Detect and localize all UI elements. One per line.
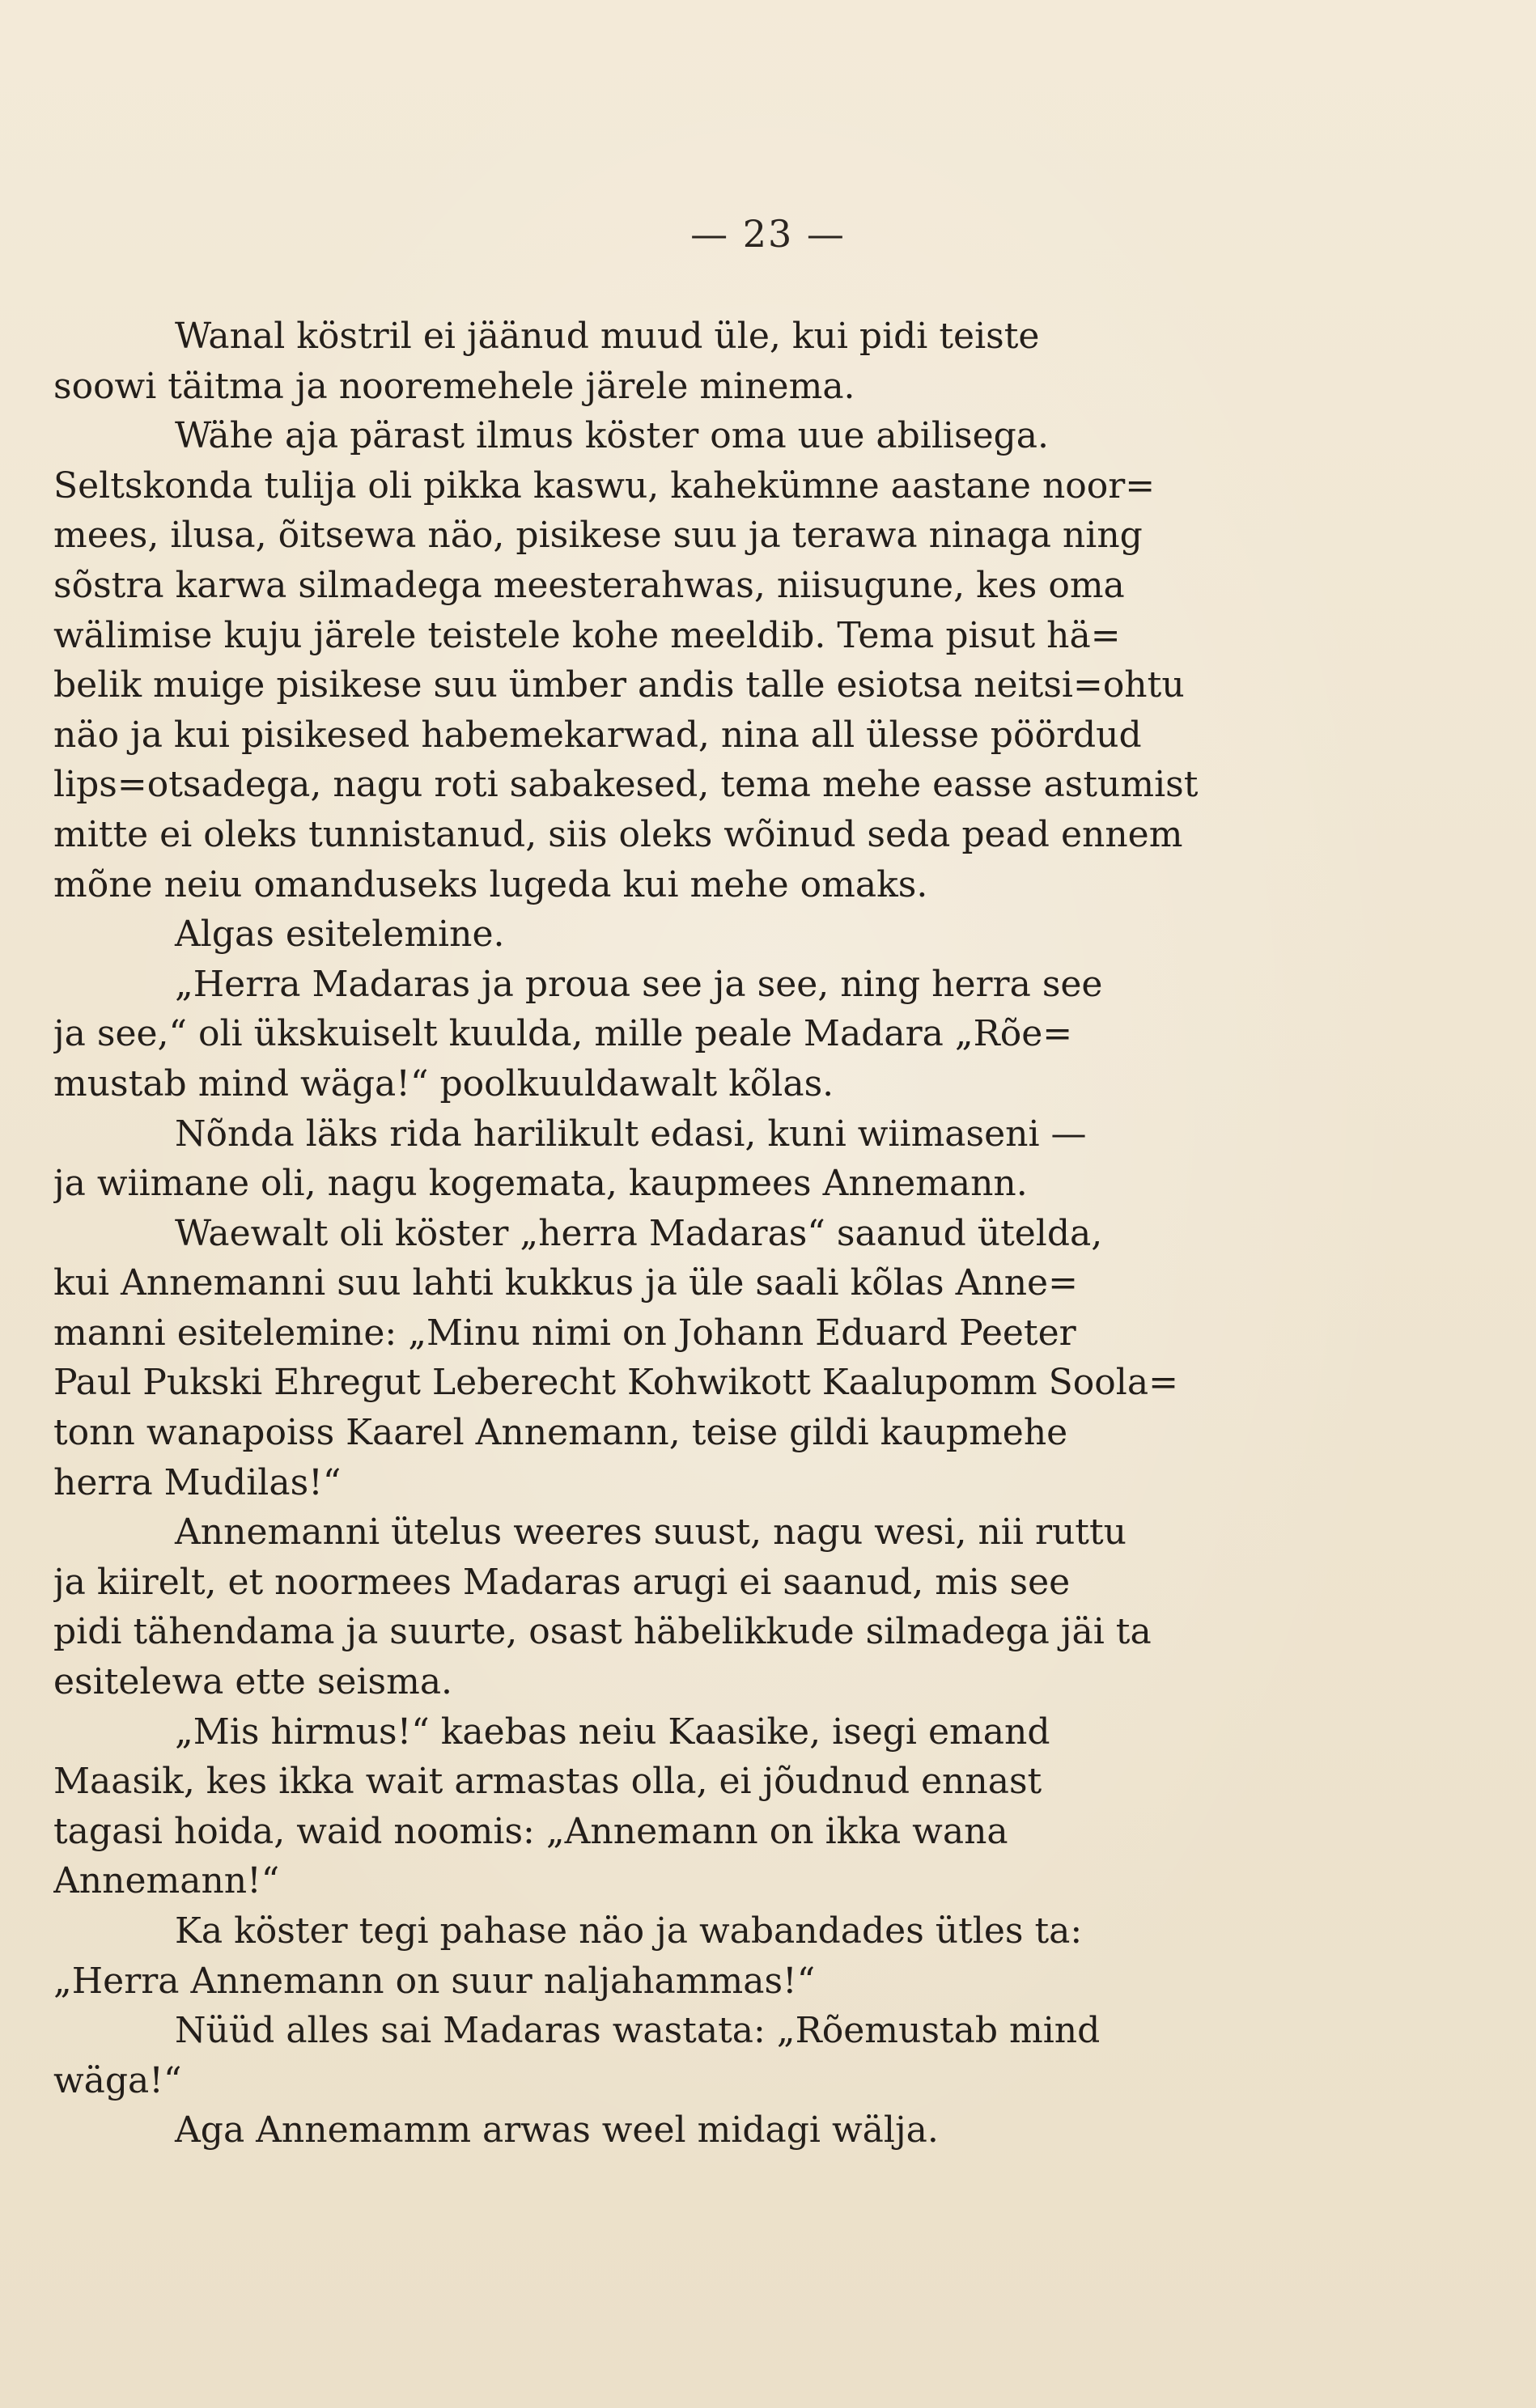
text-line: Annemann!“	[53, 1860, 280, 1902]
paragraph-11	[53, 2105, 1235, 2156]
text-line: näo ja kui pisikesed habemekarwad, nina all ülesse pöördud	[53, 714, 1142, 756]
text-line: wäga!“	[53, 2059, 182, 2101]
text-line: Waewalt oli köster „herra Madaras“ saanud ütelda,	[175, 1212, 1103, 1254]
text-line: esitelewa ette seisma.	[53, 1661, 453, 1703]
paragraph-1	[53, 312, 1235, 411]
text-line: manni esitelemine: „Minu nimi on Johann Eduard Peeter	[53, 1312, 1076, 1354]
body-text	[53, 312, 1235, 2156]
paragraph-7	[53, 1507, 1235, 1706]
text-line: lips=otsadega, nagu roti sabakesed, tema mehe easse astumist	[53, 764, 1199, 806]
paragraph-9	[53, 1906, 1235, 2006]
text-line: Ka köster tegi pahase näo ja wabandades ütles ta:	[175, 1910, 1083, 1952]
text-line: wälimise kuju järele teistele kohe meeldib. Tema pisut hä=	[53, 614, 1121, 656]
text-line: „Herra Madaras ja proua see ja see, ning herra see	[175, 963, 1103, 1005]
text-line: soowi täitma ja nooremehele järele minema.	[53, 365, 855, 407]
paragraph-2	[53, 411, 1235, 909]
paragraph-4	[53, 960, 1235, 1109]
text-line: mees, ilusa, õitsewa näo, pisikese suu ja terawa ninaga ning	[53, 515, 1143, 557]
text-line: tonn wanapoiss Kaarel Annemann, teise gildi kaupmehe	[53, 1412, 1068, 1454]
paragraph-10	[53, 2006, 1235, 2105]
text-line: belik muige pisikese suu ümber andis talle esiotsa neitsi=ohtu	[53, 664, 1185, 706]
paragraph-5	[53, 1109, 1235, 1209]
text-line: tagasi hoida, waid noomis: „Annemann on ikka wana	[53, 1810, 1008, 1852]
text-line: Wähe aja pärast ilmus köster oma uue abilisega.	[175, 415, 1049, 457]
text-line: Paul Pukski Ehregut Leberecht Kohwikott Kaalupomm Soola=	[53, 1362, 1178, 1404]
text-line: „Mis hirmus!“ kaebas neiu Kaasike, isegi emand	[175, 1711, 1050, 1753]
text-line: Nõnda läks rida harilikult edasi, kuni wiimaseni —	[175, 1113, 1087, 1155]
text-line: ja wiimane oli, nagu kogemata, kaupmees Annemann.	[53, 1163, 1028, 1205]
page-number: — 23 —	[690, 212, 846, 256]
text-line: Wanal köstril ei jäänud muud üle, kui pidi teiste	[175, 316, 1040, 357]
paragraph-6	[53, 1209, 1235, 1508]
text-line: mõne neiu omanduseks lugeda kui mehe omaks.	[53, 863, 928, 905]
text-line: Nüüd alles sai Madaras wastata: „Rõemustab mind	[175, 2010, 1101, 2052]
text-line: Aga Annemamm arwas weel midagi wälja.	[175, 2109, 939, 2152]
text-line: sõstra karwa silmadega meesterahwas, niisugune, kes oma	[53, 564, 1125, 606]
text-line: „Herra Annemann on suur naljahammas!“	[53, 1960, 816, 2002]
text-line: Annemanni ütelus weeres suust, nagu wesi, nii ruttu	[175, 1511, 1127, 1554]
text-line: Maasik, kes ikka wait armastas olla, ei jõudnud ennast	[53, 1761, 1042, 1803]
paragraph-3	[53, 909, 1235, 960]
text-line: Algas esitelemine.	[175, 914, 505, 956]
text-line: ja kiirelt, et noormees Madaras arugi ei saanud, mis see	[53, 1561, 1071, 1603]
text-line: mustab mind wäga!“ poolkuuldawalt kõlas.	[53, 1062, 834, 1104]
text-line: kui Annemanni suu lahti kukkus ja üle saali kõlas Anne=	[53, 1262, 1078, 1304]
text-line: herra Mudilas!“	[53, 1461, 342, 1503]
text-line: ja see,“ oli ükskuiselt kuulda, mille peale Madara „Rõe=	[53, 1013, 1073, 1055]
paragraph-8	[53, 1707, 1235, 1906]
text-line: mitte ei oleks tunnistanud, siis oleks wõinud seda pead ennem	[53, 813, 1183, 855]
text-line: Seltskonda tulija oli pikka kaswu, kahekümne aastane noor=	[53, 464, 1156, 507]
text-line: pidi tähendama ja suurte, osast häbelikkude silmadega jäi ta	[53, 1611, 1152, 1653]
